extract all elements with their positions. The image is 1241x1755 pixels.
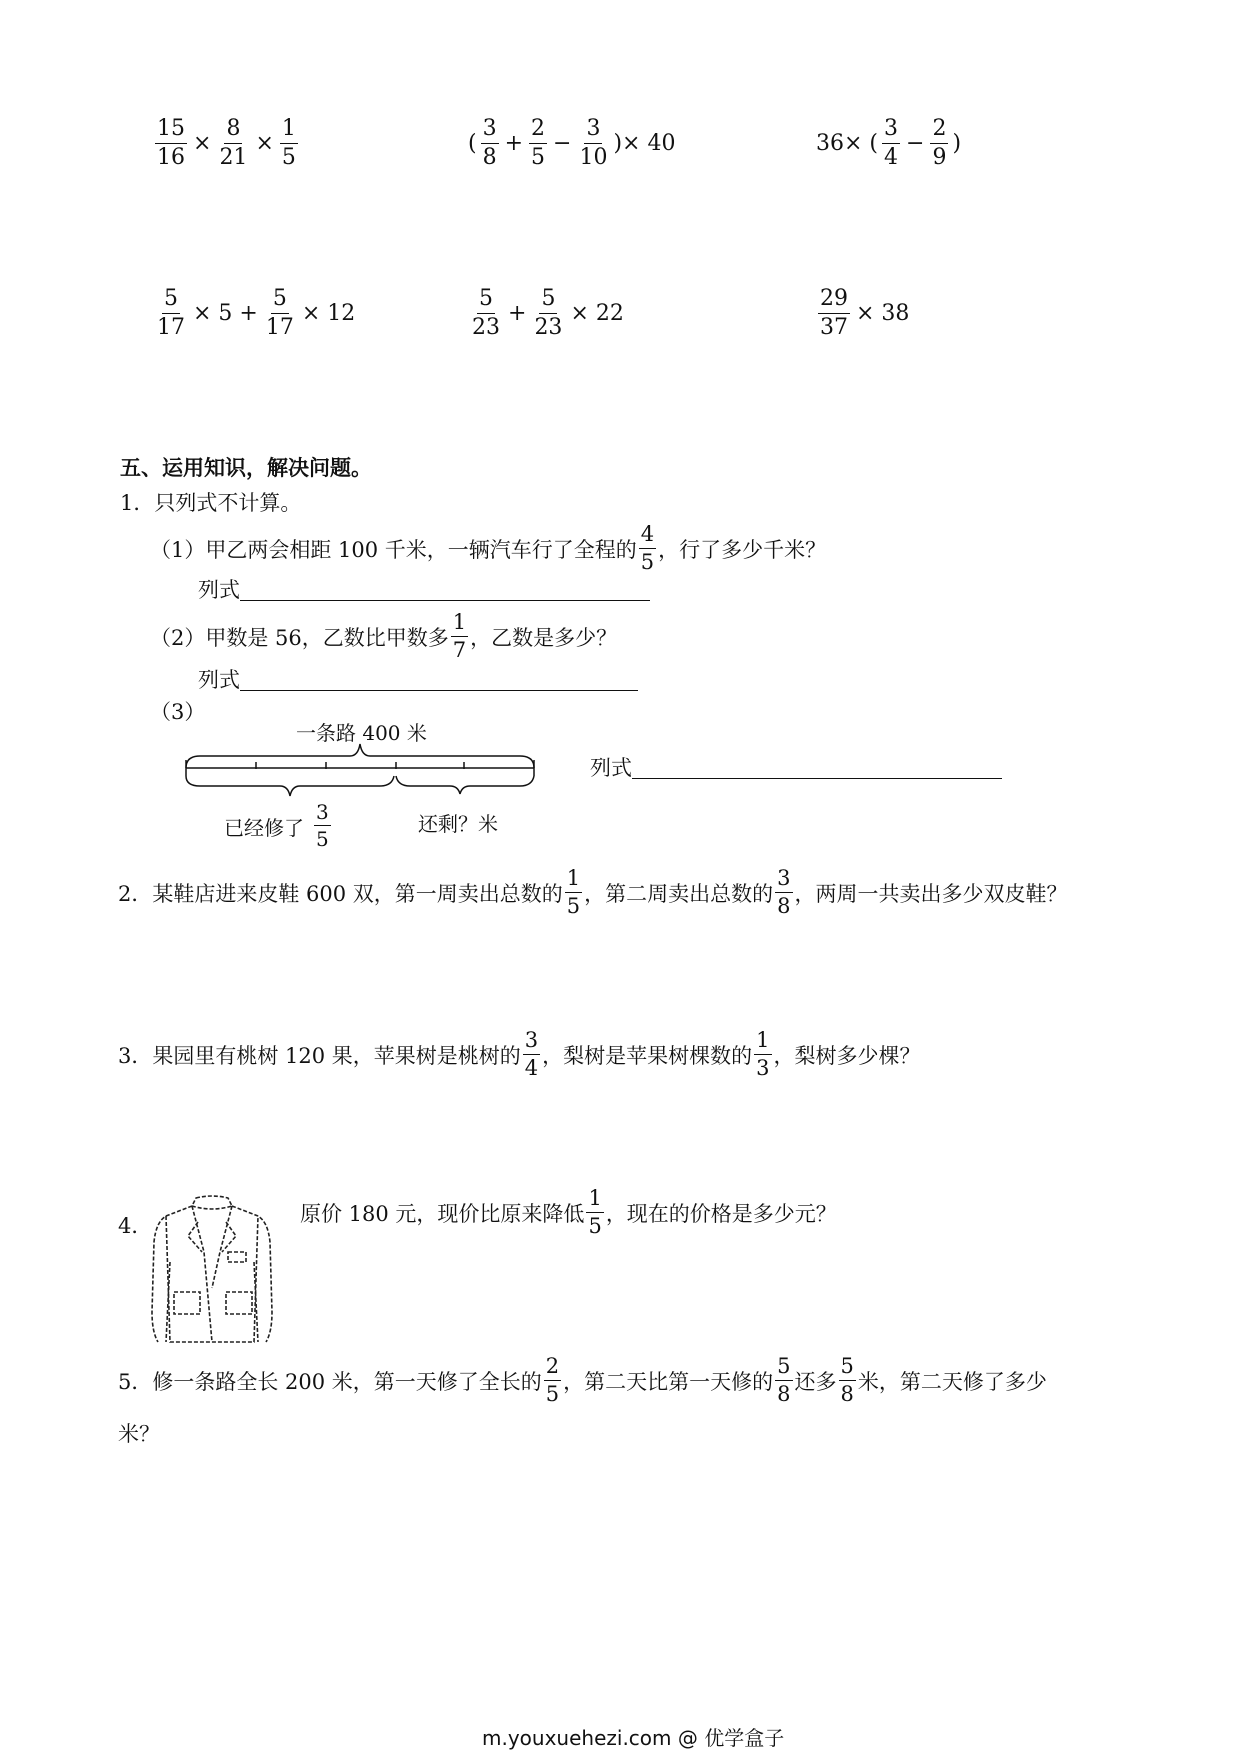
fraction: $\frac{2}{9}$ [932, 116, 947, 170]
q4-number: 4． [118, 1214, 153, 1238]
section-title: 五、运用知识，解决问题。 [120, 455, 372, 480]
fraction: $\frac{5}{17}$ [157, 286, 185, 340]
footer-watermark: m.youxuehezi.com @ 优学盒子 [482, 1726, 785, 1750]
q4: 原价 180 元，现价比原来降低 $\frac{1}{5}$ ，现在的价格是多少元？ [300, 1186, 837, 1238]
q5: 5．修一条路全长 200 米，第一天修了全长的 $\frac{2}{5}$ ，第二天比第一天修的 $\frac{5}{8}$ 还多 $\frac{5}{8}$ 米，第二天修了多少 [118, 1354, 1047, 1406]
fraction: $\frac{5}{8}$ [840, 1354, 854, 1406]
answer-blank[interactable] [240, 668, 638, 691]
q1-2-answer-line: 列式 [198, 664, 638, 694]
q1-title: 1．只列式不计算。 [120, 491, 302, 515]
fraction: $\frac{2}{5}$ [545, 1354, 560, 1406]
answer-blank[interactable] [240, 578, 650, 601]
q1-2: （2）甲数是 56，乙数比甲数多 $\frac{1}{7}$ ，乙数是多少？ [150, 610, 618, 662]
fraction: $\frac{15}{16}$ [157, 116, 185, 170]
jacket-image [148, 1192, 276, 1354]
q2: 2．某鞋店进来皮鞋 600 双，第一周卖出总数的 $\frac{1}{5}$ ，第二周卖出总数的 $\frac{3}{8}$ ，两周一共卖出多少双皮鞋？ [118, 866, 1068, 918]
diagram-top-label: 一条路 400 米 [296, 721, 427, 745]
fraction: $\frac{29}{37}$ [820, 286, 848, 340]
calc-r2c1: $\frac{5}{17}$ × 5 + $\frac{5}{17}$ × 12 [157, 286, 356, 340]
fraction: $\frac{3}{8}$ [482, 116, 497, 170]
fraction: $\frac{1}{7}$ [452, 610, 467, 662]
q1-3-label: （3） [150, 700, 206, 724]
fraction: $\frac{4}{5}$ [640, 522, 655, 574]
fraction: $\frac{1}{5}$ [566, 866, 581, 918]
q3: 3．果园里有桃树 120 果，苹果树是桃树的 $\frac{3}{4}$ ，梨树是苹果树棵数的 $\frac{1}{3}$ ，梨树多少棵？ [118, 1028, 921, 1080]
fraction: $\frac{3}{10}$ [579, 116, 608, 170]
fraction: $\frac{8}{21}$ [219, 116, 248, 170]
fraction: $\frac{5}{23}$ [534, 286, 563, 340]
fraction: $\frac{5}{23}$ [472, 286, 500, 340]
fraction: $\frac{3}{8}$ [777, 866, 791, 918]
fraction: $\frac{1}{5}$ [588, 1186, 602, 1238]
fraction: $\frac{2}{5}$ [531, 116, 546, 170]
q1-3-answer-line: 列式 [590, 752, 1002, 782]
q1-1-answer-line: 列式 [198, 574, 650, 604]
calc-r2c3: $\frac{29}{37}$ × 38 [820, 286, 910, 340]
fraction: $\frac{3}{4}$ [884, 116, 899, 170]
answer-blank[interactable] [632, 756, 1002, 779]
calc-r2c2: $\frac{5}{23}$ + $\frac{5}{23}$ × 22 [472, 286, 624, 340]
calc-r1c2: ( $\frac{3}{8}$ + $\frac{2}{5}$ − $\frac{3}{10}$ )× 40 [468, 116, 676, 170]
q5-line2: 米？ [118, 1422, 160, 1446]
diagram-fraction: $\frac{3}{5}$ [316, 800, 329, 851]
road-diagram [180, 738, 540, 808]
diagram-remaining-label: 还剩？米 [418, 812, 498, 836]
fraction: $\frac{5}{17}$ [265, 286, 294, 340]
fraction: $\frac{1}{5}$ [281, 116, 296, 170]
q1-1: （1）甲乙两会相距 100 千米，一辆汽车行了全程的 $\frac{4}{5}$ ，行了多少千米？ [150, 522, 827, 574]
calc-r1c1: $\frac{15}{16}$ × $\frac{8}{21}$ × $\frac{1}{5}$ [157, 116, 296, 170]
fraction: $\frac{1}{3}$ [756, 1028, 770, 1080]
calc-r1c3: 36× ( $\frac{3}{4}$ − $\frac{2}{9}$ ) [816, 116, 962, 170]
diagram-done-label: 已经修了 [224, 816, 304, 840]
fraction: $\frac{5}{8}$ [777, 1354, 791, 1406]
fraction: $\frac{3}{4}$ [524, 1028, 539, 1080]
